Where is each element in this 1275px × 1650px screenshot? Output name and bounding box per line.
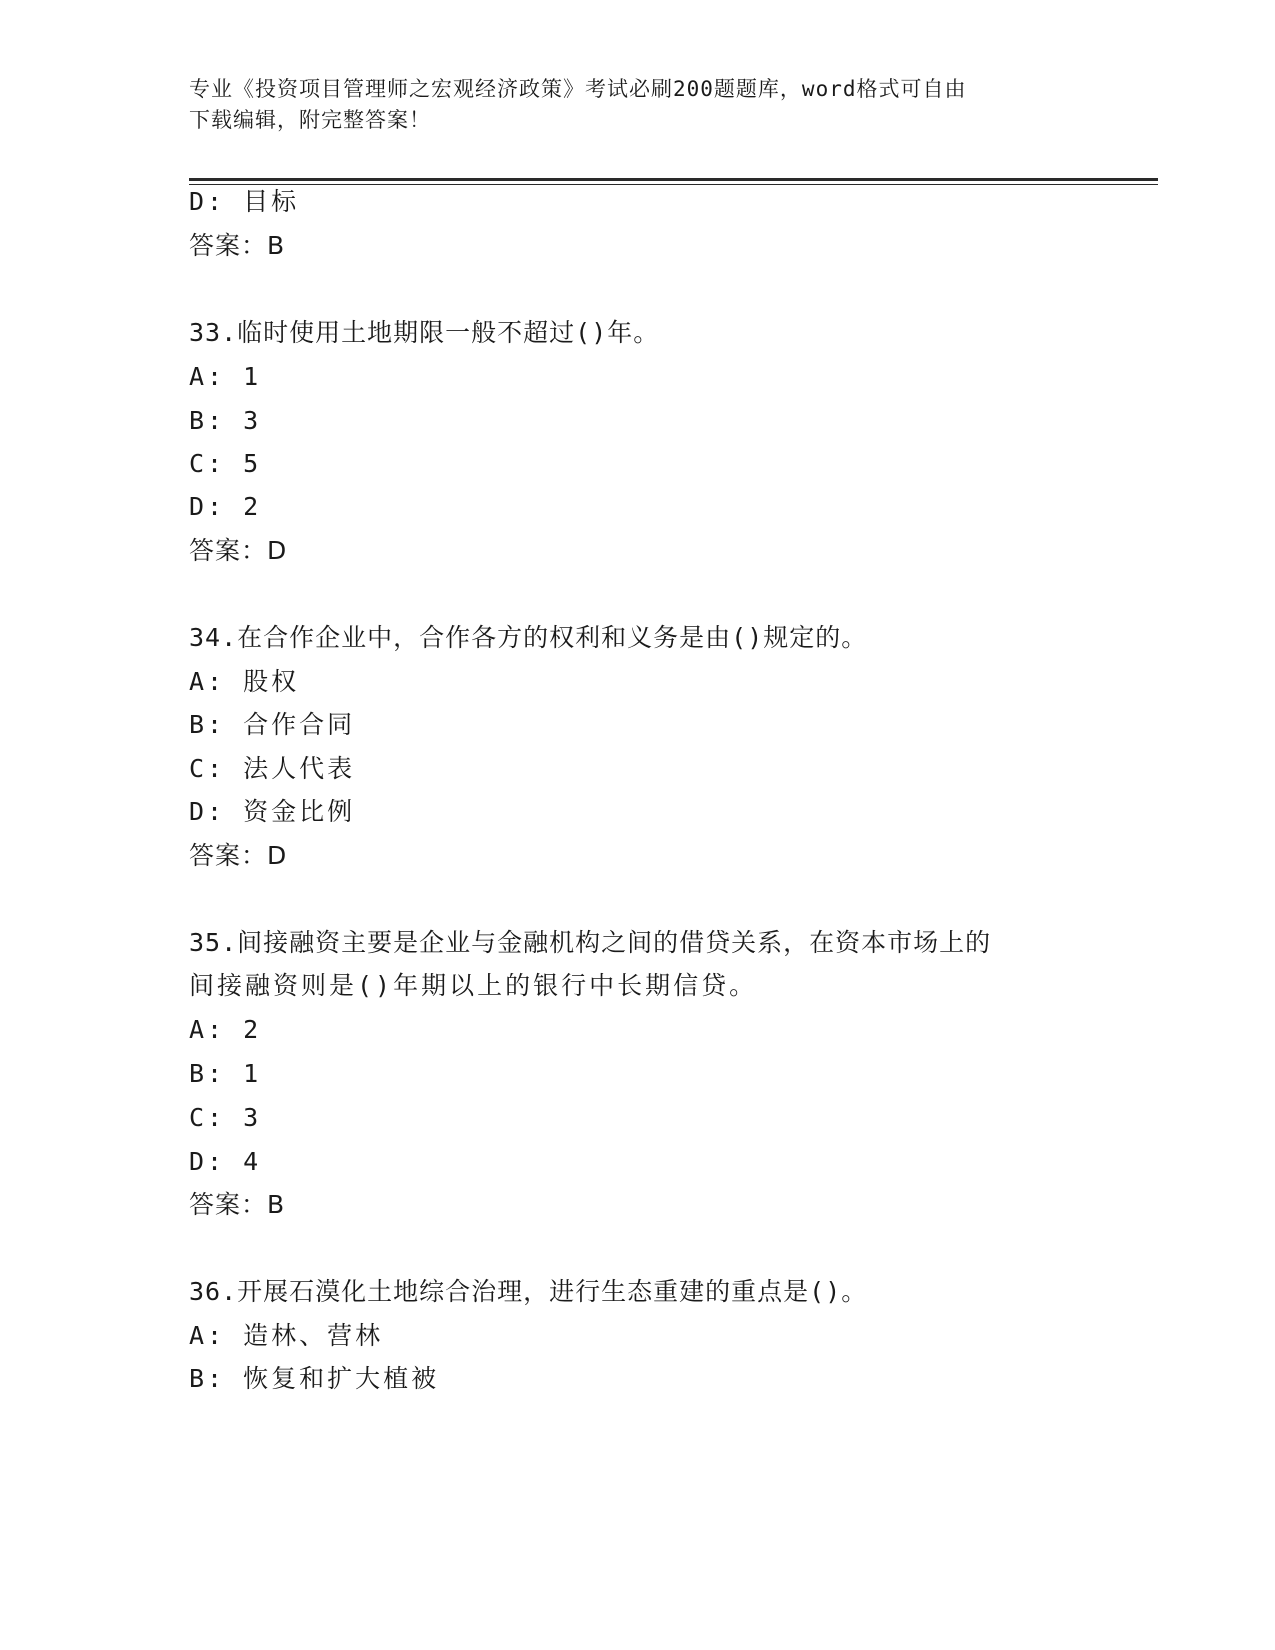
question-34-answer: 答案：D bbox=[189, 841, 288, 870]
prev-answer: 答案：B bbox=[189, 231, 286, 260]
question-34-option-b: B: 合作合同 bbox=[189, 710, 356, 739]
question-34-option-c: C: 法人代表 bbox=[189, 754, 356, 783]
question-34-option-d: D: 资金比例 bbox=[189, 797, 356, 826]
question-33-option-a: A: 1 bbox=[189, 362, 262, 391]
question-33-stem: 33.临时使用土地期限一般不超过()年。 bbox=[189, 318, 660, 347]
document-header bbox=[189, 74, 1079, 136]
question-33-option-c: C: 5 bbox=[189, 449, 262, 478]
question-35-stem-line-1: 35.间接融资主要是企业与金融机构之间的借贷关系，在资本市场上的 bbox=[189, 928, 992, 957]
question-35-option-a: A: 2 bbox=[189, 1015, 262, 1044]
question-33-answer: 答案：D bbox=[189, 536, 288, 565]
question-35-option-d: D: 4 bbox=[189, 1147, 262, 1176]
question-34-option-a: A: 股权 bbox=[189, 667, 300, 696]
question-35-stem-line-2: 间接融资则是()年期以上的银行中长期信贷。 bbox=[189, 971, 758, 1000]
question-33-option-b: B: 3 bbox=[189, 406, 262, 435]
question-34-stem: 34.在合作企业中，合作各方的权利和义务是由()规定的。 bbox=[189, 623, 868, 652]
question-35-option-b: B: 1 bbox=[189, 1059, 262, 1088]
header-line-2: 下载编辑，附完整答案！ bbox=[189, 108, 431, 132]
question-36-option-b: B: 恢复和扩大植被 bbox=[189, 1364, 440, 1393]
question-35-option-c: C: 3 bbox=[189, 1103, 262, 1132]
question-35-answer: 答案：B bbox=[189, 1190, 286, 1219]
question-36-stem: 36.开展石漠化土地综合治理，进行生态重建的重点是()。 bbox=[189, 1277, 868, 1306]
question-33-option-d: D: 2 bbox=[189, 492, 262, 521]
question-36-option-a: A: 造林、营林 bbox=[189, 1321, 384, 1350]
header-line-1: 专业《投资项目管理师之宏观经济政策》考试必刷200题题库，word格式可自由 bbox=[189, 77, 967, 101]
header-divider-thick bbox=[189, 178, 1158, 181]
prev-option-d: D: 目标 bbox=[189, 187, 300, 216]
header-divider-thin bbox=[189, 184, 1158, 185]
